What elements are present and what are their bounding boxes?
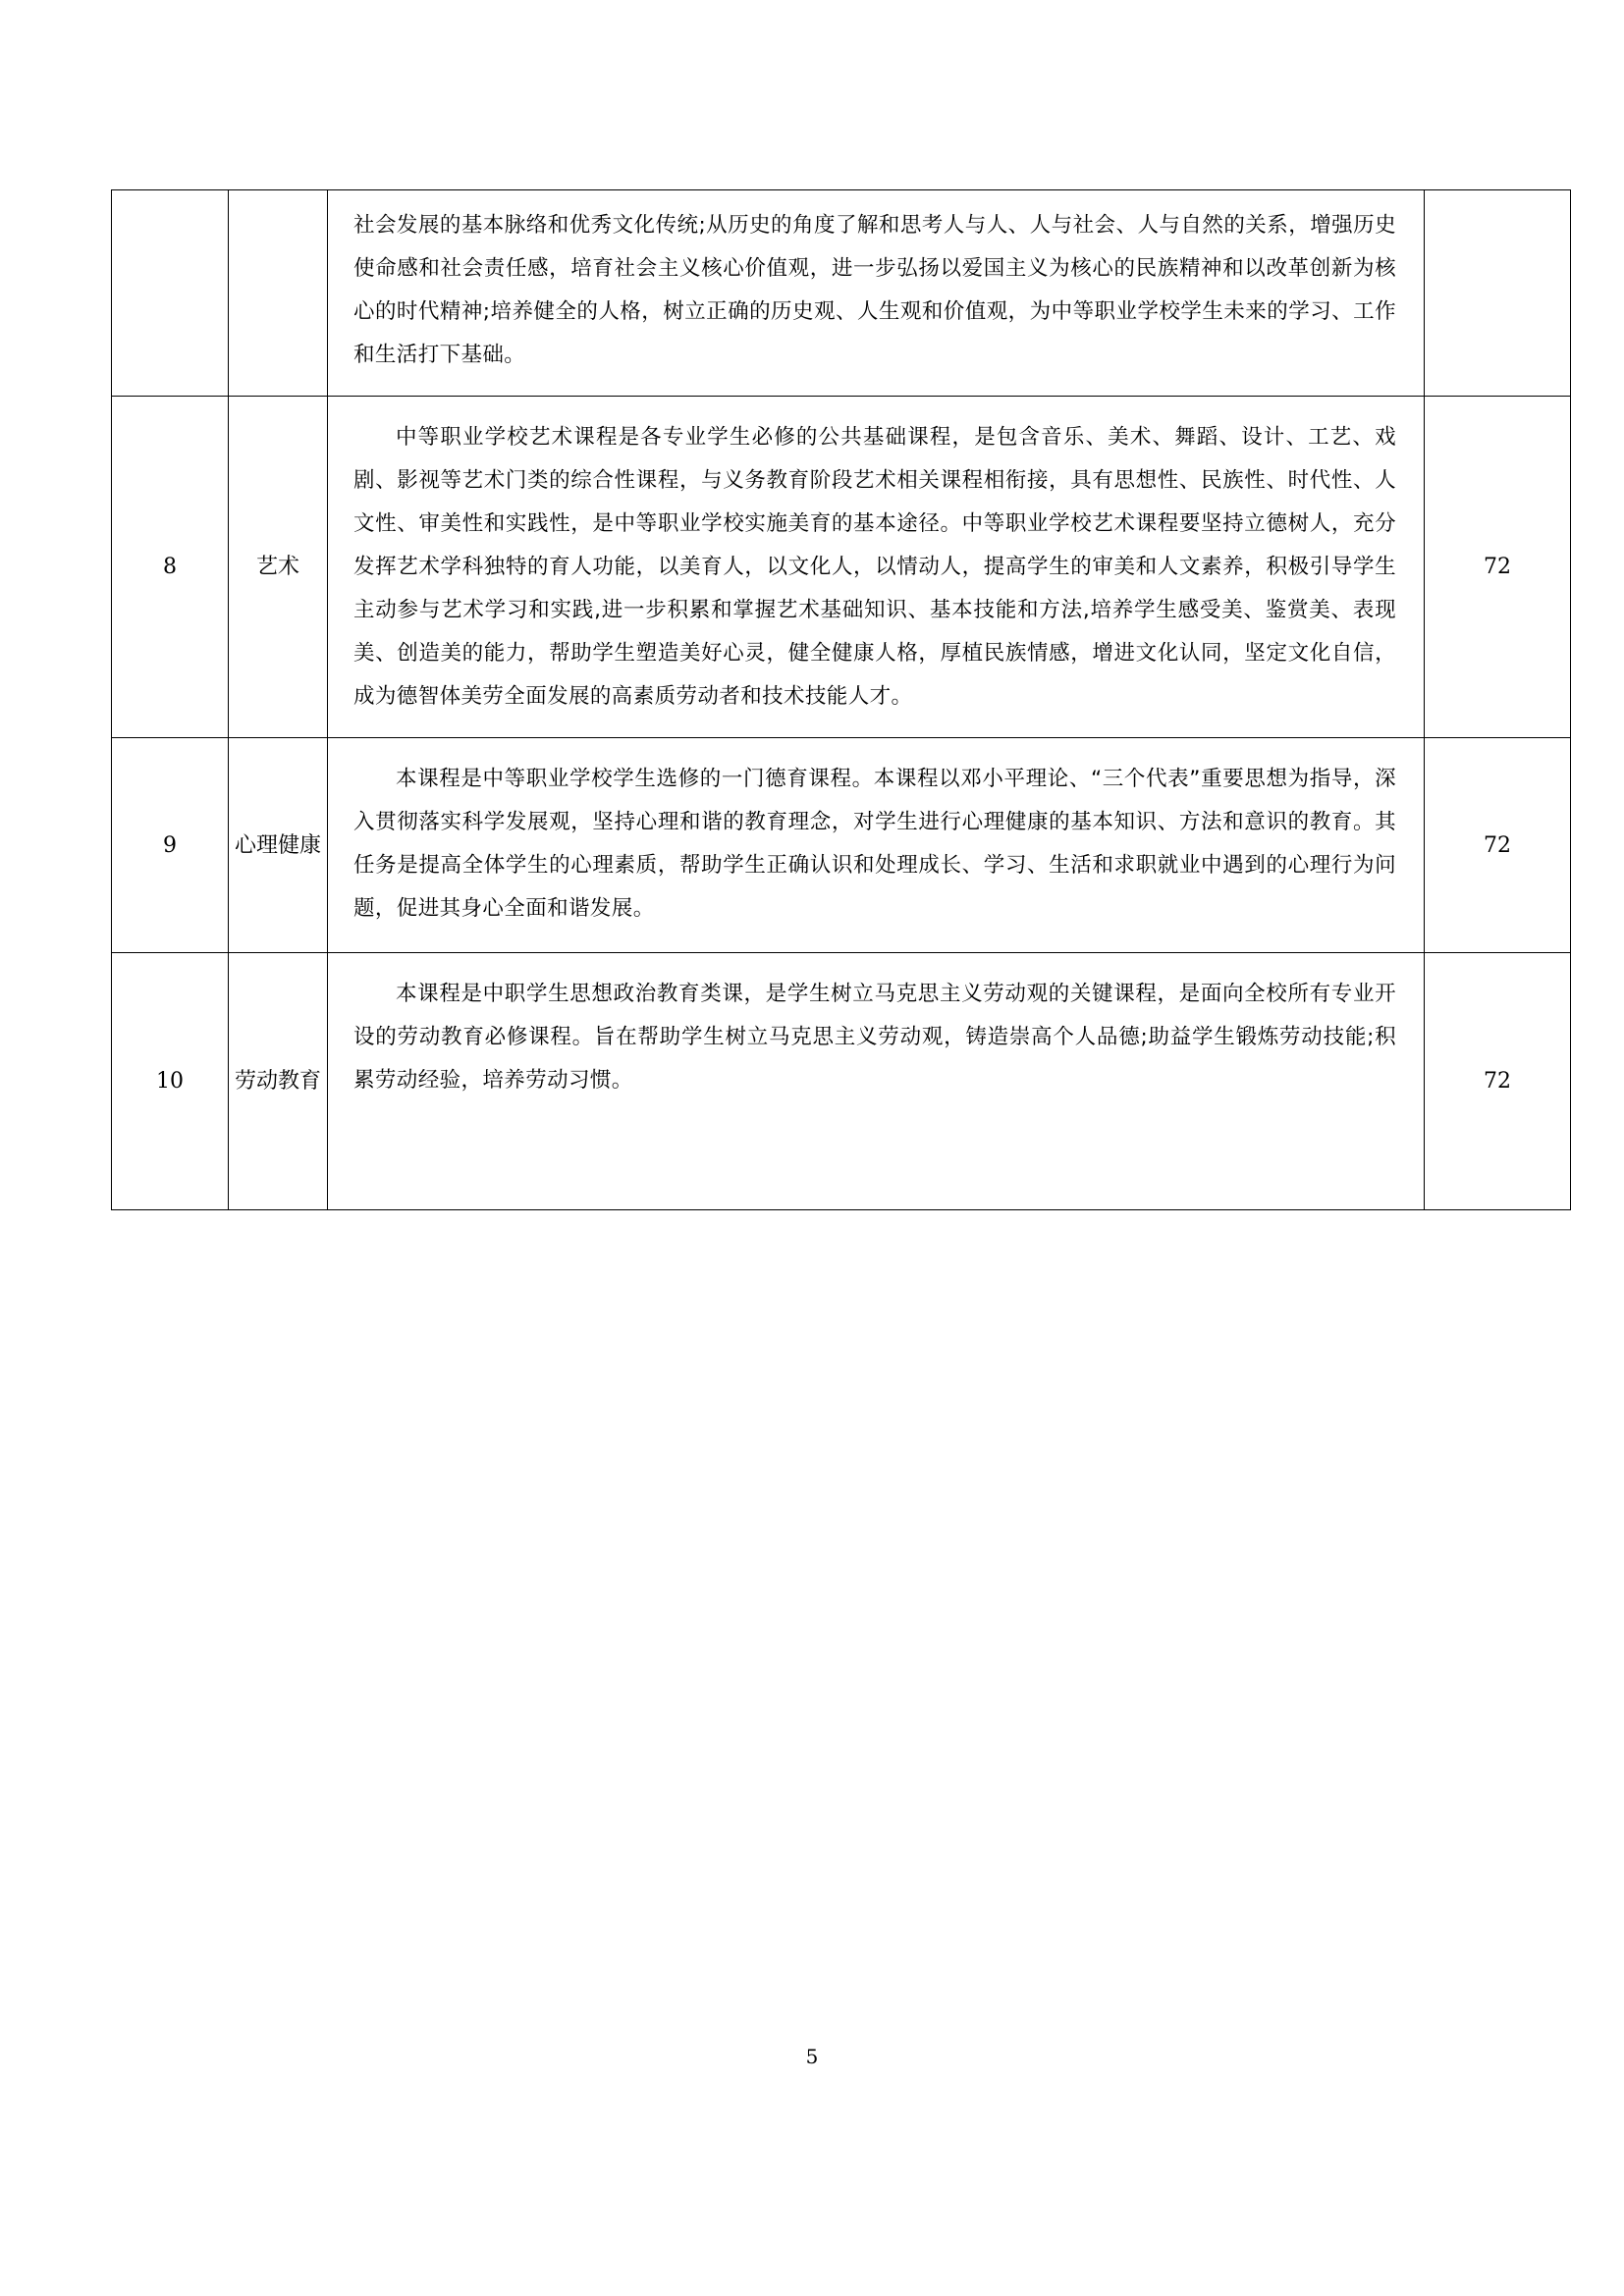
table-row <box>112 952 1571 1210</box>
course-description-text: 社会发展的基本脉络和优秀文化传统;从历史的角度了解和思考人与人、人与社会、人与自然的关系，增强历史使命感和社会责任感，培育社会主义核心价值观，进一步弘扬以爱国主义为核心的民族精神和以改革创新为核心的时代精神;培养健全的人格，树立正确的历史观、人生观和价值观，为中等职业学校学生未来的学习、工作和生活打下基础。 <box>353 213 1396 367</box>
table-row <box>112 190 1571 397</box>
row-hours-cell: 72 <box>1425 397 1571 738</box>
row-course-name-cell <box>229 190 328 397</box>
row-description-cell <box>328 190 1425 397</box>
row-description-cell <box>328 738 1425 952</box>
course-name-text: 艺术 <box>255 555 299 580</box>
course-table <box>111 189 1571 1210</box>
row-hours-cell <box>1425 190 1571 397</box>
page-number: 5 <box>805 2045 819 2068</box>
row-course-name-cell <box>229 397 328 738</box>
row-course-name-cell <box>229 952 328 1210</box>
course-description-text: 本课程是中等职业学校学生选修的一门德育课程。本课程以邓小平理论、“三个代表”重要思想为指导，深入贯彻落实科学发展观，坚持心理和谐的教育理念，对学生进行心理健康的基本知识、方法和意识的教育。其任务是提高全体学生的心理素质，帮助学生正确认识和处理成长、学习、生活和求职就业中遇到的心理行为问题，促进其身心全面和谐发展。 <box>353 767 1396 922</box>
row-description-cell <box>328 952 1425 1210</box>
row-hours-cell: 72 <box>1425 738 1571 952</box>
course-description-text: 中等职业学校艺术课程是各专业学生必修的公共基础课程，是包含音乐、美术、舞蹈、设计、工艺、戏剧、影视等艺术门类的综合性课程，与义务教育阶段艺术相关课程相衔接，具有思想性、民族性、时代性、人文性、审美性和实践性，是中等职业学校实施美育的基本途径。中等职业学校艺术课程要坚持立德树人，充分发挥艺术学科独特的育人功能，以美育人，以文化人，以情动人，提高学生的审美和人文素养，积极引导学生主动参与艺术学习和实践,进一步积累和掌握艺术基础知识、基本技能和方法,培养学生感受美、鉴赏美、表现美、创造美的能力，帮助学生塑造美好心灵，健全健康人格，厚植民族情感，增进文化认同，坚定文化自信，成为德智体美劳全面发展的高素质劳动者和技术技能人才。 <box>353 425 1396 709</box>
course-description-text: 本课程是中职学生思想政治教育类课，是学生树立马克思主义劳动观的关键课程，是面向全校所有专业开设的劳动教育必修课程。旨在帮助学生树立马克思主义劳动观，铸造崇高个人品德;助益学生锻炼劳动技能;积累劳动经验，培养劳动习惯。 <box>353 981 1396 1093</box>
table-row <box>112 738 1571 952</box>
table-row <box>112 397 1571 738</box>
row-course-name-cell <box>229 738 328 952</box>
row-hours-cell: 72 <box>1425 952 1571 1210</box>
course-name-text: 劳动教育 <box>234 1069 321 1095</box>
course-name-text: 心理健康 <box>234 832 321 858</box>
row-index-cell: 10 <box>112 952 229 1210</box>
row-index-cell: 9 <box>112 738 229 952</box>
row-description-cell <box>328 397 1425 738</box>
row-index-cell <box>112 190 229 397</box>
row-index-cell: 8 <box>112 397 229 738</box>
